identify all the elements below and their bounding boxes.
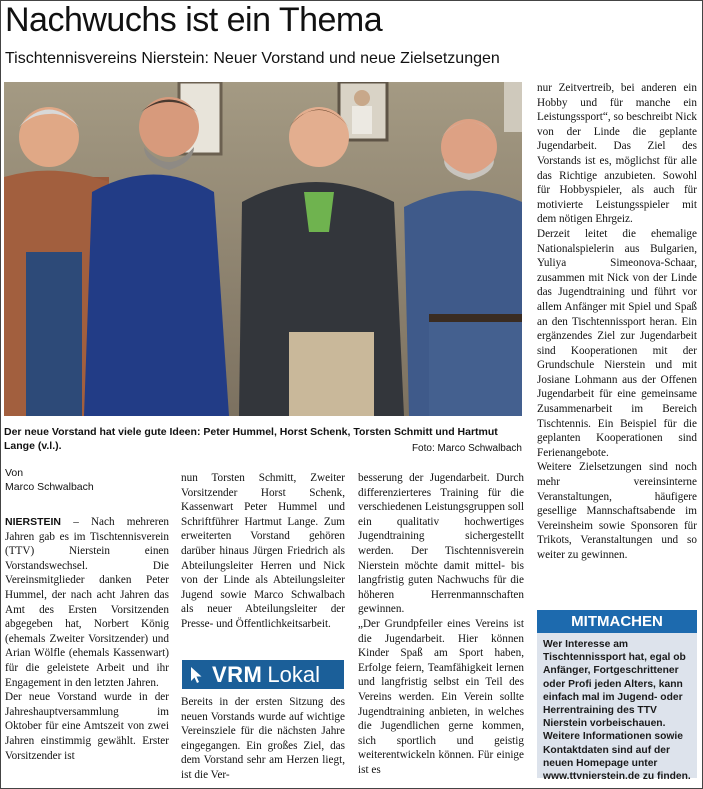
subheadline: Tischtennisvereins Nierstein: Neuer Vorstand und neue Zielsetzungen xyxy=(5,50,500,67)
vrm-logo-light: Lokal xyxy=(267,661,320,687)
paragraph: nun Torsten Schmitt, Zweiter Vorsitzender Horst Schenk, Kassenwart Peter Hummel und Schriftführer Hartmut Lange. Zum erweiterten Vorstand gehören darüber hinaus Jürgen Friedrich als Abteilungsleiter Herren und Nick von der Linde als Abteilungsleiter Jugend sowie Marco Schwalbach als neuer Abteilungsleiter der Presse- und Öffentlichkeitsarbeit. xyxy=(181,472,345,630)
byline-author: Marco Schwalbach xyxy=(5,481,94,493)
dateline: NIERSTEIN xyxy=(5,516,62,528)
article-column-1 xyxy=(5,515,169,763)
article-column-3 xyxy=(358,471,524,777)
headline: Nachwuchs ist ein Thema xyxy=(5,1,383,39)
mitmachen-box xyxy=(537,610,697,783)
article-column-4 xyxy=(537,81,697,563)
paragraph: nur Zeitvertreib, bei anderen ein Hobby und für manche ein Leistungssport“, so beschreibt Nick von der Linde die geplante Jugendarbeit. Das Ziel des Vorstands ist es, möglichst für alle das Richtige anzubieten. Sowohl für Hobbyspieler, als auch für motivierte Leistungsspieler mit dem nötigen Ehrgeiz. xyxy=(537,82,697,226)
paragraph: Bereits in der ersten Sitzung des neuen Vorstands wurde auf wichtige Vereinsziele für die nächsten Jahre eingegangen. Ein großes Ziel, das dem Vorstand sehr am Herzen liegt, ist die Ver- xyxy=(181,696,345,781)
paragraph: Derzeit leitet die ehemalige Nationalspielerin aus Bulgarien, Yuliya Simeonova-Schaar, zusammen mit Nick von der Linde das Jugendtraining und führt vor allem Anfänger mit Spiel und Spaß an den Tischtennissport heran. Ein ergänzendes Ziel zur Jugendarbeit sind Kooperationen mit der Grundschule Nierstein und mit Josiane Lohmann aus der Offenen Jugendarbeit für eine gemeinsame Zusammenarbeit im Bereich Tischtennis. Ein Beispiel für die geplanten Kooperationen sind Ferienangebote. xyxy=(537,227,697,459)
byline xyxy=(5,466,94,494)
article-column-2 xyxy=(181,471,345,632)
article-column-2b xyxy=(181,695,345,783)
photo-credit: Foto: Marco Schwalbach xyxy=(411,443,522,454)
photo-caption: Der neue Vorstand hat viele gute Ideen: Peter Hummel, Horst Schenk, Torsten Schmitt und Hartmut Lange (v.l.). xyxy=(4,426,498,452)
paragraph xyxy=(5,515,169,690)
mitmachen-text: Wer Interesse am Tischtennissport hat, egal ob Anfänger, Fortgeschrittener oder Profi jeden Alters, kann einfach mal im Jugend- oder Herrentraining des TTV Nierstein vorbeischauen. Weitere Informationen sowie Kontaktdaten sind auf der neuen Homepage unter www.ttvnierstein.de zu finden. xyxy=(543,639,691,783)
paragraph: „Der Grundpfeiler eines Vereins ist die Jugendarbeit. Hier können Kinder Spaß am Sport haben, Erfolge feiern, Teamfähigkeit lernen und langfristig selbst ein Teil des Vereins werden. Ein Verein sollte Jugendtraining anbieten, in welches die Jugendlichen gerne kommen, sich sportlich und geistig weiterentwickeln können. Für einige ist es xyxy=(358,617,524,776)
group-photo-illustration xyxy=(4,82,522,416)
byline-von: Von xyxy=(5,467,24,479)
paragraph-text: – Nach mehreren Jahren gab es im Tischtennisverein (TTV) Nierstein einen Vorstandswechsel. Die Vereinsmitglieder danken Peter Hummel, der nach acht Jahren das Amt des Ersten Vorsitzenden abgegeben hat, Norbert König (ehemals Zweiter Vorsitzender) und Arian Wölfle (ehemals Kassenwart) für die geleistete Arbeit und ihr Engagement in den letzten Jahren. xyxy=(5,516,169,689)
paragraph: besserung der Jugendarbeit. Durch differenzierteres Training für die verschiedenen Leistungsgruppen soll ein qualitativ hochwertiges Jugendtraining sichergestellt werden. Der Tischtennisverein Nierstein möchte damit mittel- bis langfristig guten Nachwuchs für die höheren Herrenmannschaften gewinnen. xyxy=(358,472,524,616)
paragraph: Der neue Vorstand wurde in der Jahreshauptversammlung im Oktober für eine Amtszeit von zwei Jahren einstimmig gewählt. Erster Vorsitzender ist xyxy=(5,691,169,762)
cursor-icon xyxy=(190,666,204,684)
paragraph: Weitere Zielsetzungen sind noch mehr vereinsinterne Veranstaltungen, häufigere gesellige Mannschaftsabende im Vereinsheim sowie Sponsoren für Trikots, Veranstaltungen und so weiter zu gewinnen. xyxy=(537,461,697,561)
vrm-lokal-logo[interactable] xyxy=(182,660,344,689)
vrm-logo-strong: VRM xyxy=(212,661,263,687)
mitmachen-title: MITMACHEN xyxy=(537,610,697,633)
group-photo xyxy=(4,82,522,416)
